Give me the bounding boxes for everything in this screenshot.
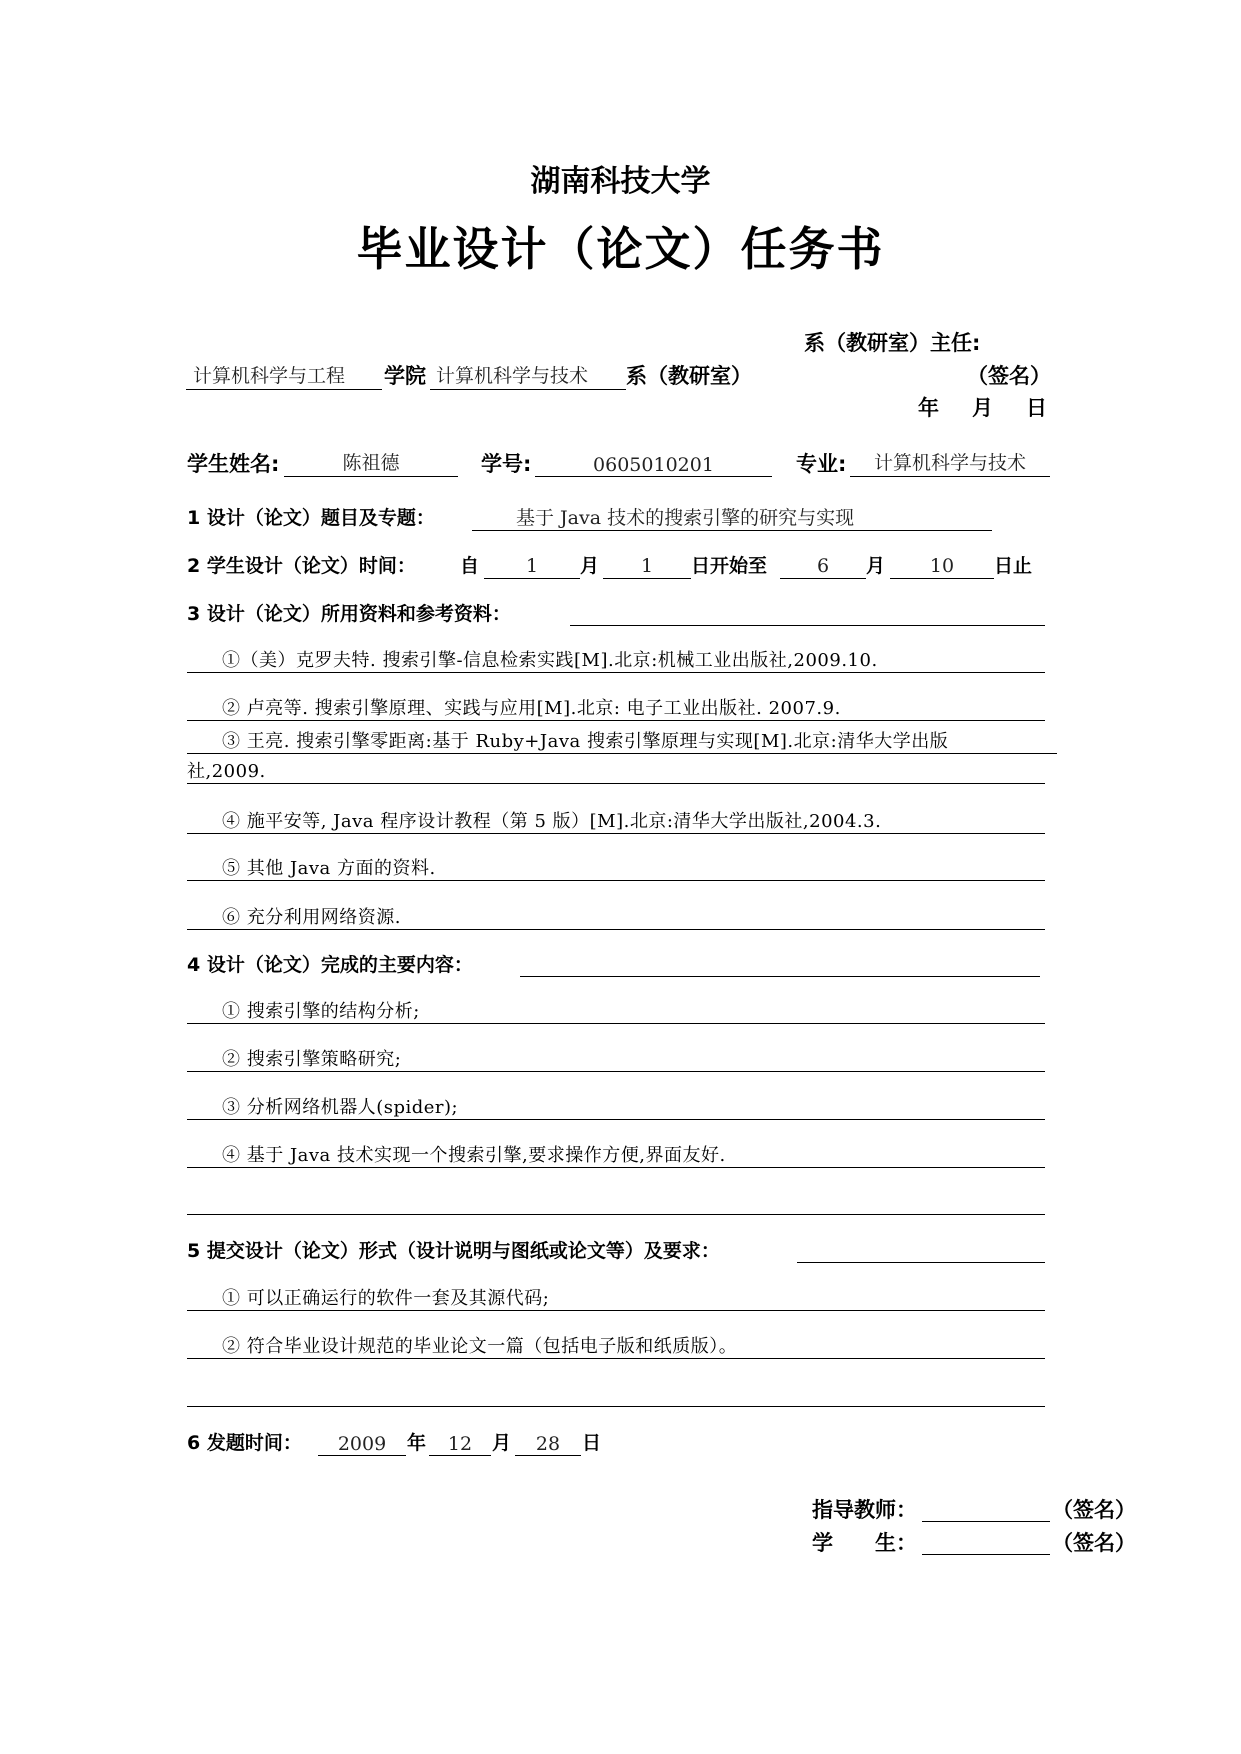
- content-item: ② 搜索引擎策略研究;: [222, 1049, 402, 1070]
- section2-start-day-underline: [603, 578, 691, 579]
- reference-underline: [187, 833, 1045, 834]
- reference-underline: [187, 753, 1057, 754]
- content-underline: [187, 1071, 1045, 1072]
- section2-start-month-underline: [484, 578, 580, 579]
- issue-month-label: 月: [492, 1432, 512, 1454]
- student-name-underline: [284, 476, 458, 477]
- section2-end-day: 10: [929, 555, 955, 577]
- date-day-label: 日: [1026, 396, 1047, 420]
- college-value: 计算机科学与工程: [193, 365, 346, 387]
- dept-value: 计算机科学与技术: [436, 365, 589, 387]
- major-label: 专业:: [796, 452, 847, 476]
- student-name-label: 学生姓名:: [187, 452, 280, 476]
- section4-label: 4 设计（论文）完成的主要内容：: [187, 954, 473, 976]
- submission-item: ② 符合毕业设计规范的毕业论文一篇（包括电子版和纸质版）。: [222, 1336, 738, 1357]
- issue-year-value: 2009: [337, 1433, 387, 1455]
- document-title: 毕业设计（论文）任务书: [356, 222, 885, 276]
- section2-end-day-underline: [890, 578, 994, 579]
- content-item: ① 搜索引擎的结构分析;: [222, 1001, 420, 1022]
- section5-label: 5 提交设计（论文）形式（设计说明与图纸或论文等）及要求：: [187, 1240, 720, 1262]
- section5-label-underline: [797, 1262, 1045, 1263]
- issue-day-underline: [515, 1455, 581, 1456]
- section2-label: 2 学生设计（论文）时间：: [187, 555, 416, 577]
- dept-underline: [430, 389, 626, 390]
- student-id-label: 学号:: [481, 452, 532, 476]
- student-id-value: 0605010201: [593, 454, 714, 476]
- reference-item-continued: 社,2009.: [187, 761, 266, 782]
- section2-month-label-2: 月: [866, 555, 886, 577]
- section4-label-underline: [520, 976, 1040, 977]
- content-underline: [187, 1167, 1045, 1168]
- section3-label: 3 设计（论文）所用资料和参考资料：: [187, 603, 511, 625]
- reference-item: ② 卢亮等. 搜索引擎原理、实践与应用[M].北京: 电子工业出版社. 2007.9.: [222, 698, 841, 719]
- submission-underline: [187, 1358, 1045, 1359]
- advisor-sign-label: （签名）: [1052, 1498, 1136, 1522]
- section2-month-label-1: 月: [580, 555, 600, 577]
- issue-month-underline: [429, 1455, 491, 1456]
- director-sign-label: （签名）: [967, 364, 1051, 388]
- section2-end-month: 6: [816, 555, 830, 577]
- submission-underline-blank: [187, 1406, 1045, 1407]
- student-id-underline: [535, 476, 772, 477]
- section6-label: 6 发题时间：: [187, 1432, 302, 1454]
- college-label: 学院: [384, 364, 426, 388]
- issue-day-value: 28: [535, 1433, 561, 1455]
- dept-label: 系（教研室）: [626, 364, 752, 388]
- section2-start-month: 1: [525, 555, 539, 577]
- reference-item: ⑤ 其他 Java 方面的资料.: [222, 858, 436, 879]
- student-name-value: 陈祖德: [342, 452, 400, 474]
- content-item: ④ 基于 Java 技术实现一个搜索引擎,要求操作方便,界面友好.: [222, 1145, 726, 1166]
- content-underline: [187, 1119, 1045, 1120]
- section1-label: 1 设计（论文）题目及专题：: [187, 507, 435, 529]
- section2-from: 自: [460, 555, 480, 577]
- student-sign-label: （签名）: [1052, 1531, 1136, 1555]
- reference-item: ⑥ 充分利用网络资源.: [222, 907, 401, 928]
- reference-item: ④ 施平安等, Java 程序设计教程（第 5 版）[M].北京:清华大学出版社,2004.3.: [222, 811, 882, 832]
- issue-year-label: 年: [407, 1432, 427, 1454]
- director-label: 系（教研室）主任:: [804, 331, 981, 355]
- section1-topic: 基于 Java 技术的搜索引擎的研究与实现: [516, 507, 855, 529]
- section2-end-month-underline: [780, 578, 866, 579]
- submission-underline: [187, 1310, 1045, 1311]
- reference-underline: [187, 880, 1045, 881]
- issue-day-label: 日: [582, 1432, 602, 1454]
- advisor-label: 指导教师：: [812, 1498, 917, 1522]
- major-underline: [850, 476, 1050, 477]
- reference-underline: [187, 720, 1045, 721]
- section3-label-underline: [570, 625, 1045, 626]
- date-month-label: 月: [972, 396, 993, 420]
- college-underline: [186, 389, 382, 390]
- issue-month-value: 12: [447, 1433, 473, 1455]
- content-item: ③ 分析网络机器人(spider);: [222, 1097, 459, 1118]
- section2-start-day: 1: [640, 555, 654, 577]
- reference-underline: [187, 929, 1045, 930]
- content-underline: [187, 1023, 1045, 1024]
- student-label: 学 生：: [812, 1531, 917, 1555]
- content-underline-blank: [187, 1214, 1045, 1215]
- date-year-label: 年: [918, 396, 939, 420]
- issue-year-underline: [318, 1455, 406, 1456]
- advisor-signature-line: [922, 1521, 1050, 1522]
- section1-underline: [472, 530, 992, 531]
- reference-underline: [187, 672, 1045, 673]
- major-value: 计算机科学与技术: [873, 452, 1026, 474]
- submission-item: ① 可以正确运行的软件一套及其源代码;: [222, 1288, 550, 1309]
- reference-item: ③ 王亮. 搜索引擎零距离:基于 Ruby+Java 搜索引擎原理与实现[M].北京:清华大学出版: [222, 731, 949, 752]
- university-name: 湖南科技大学: [530, 164, 711, 199]
- reference-underline: [187, 783, 1045, 784]
- section2-end-text: 日止: [994, 555, 1033, 577]
- reference-item: ①（美）克罗夫特. 搜索引擎-信息检索实践[M].北京:机械工业出版社,2009.10.: [222, 650, 878, 671]
- student-signature-line: [922, 1554, 1050, 1555]
- section2-start-text: 日开始至: [691, 555, 768, 577]
